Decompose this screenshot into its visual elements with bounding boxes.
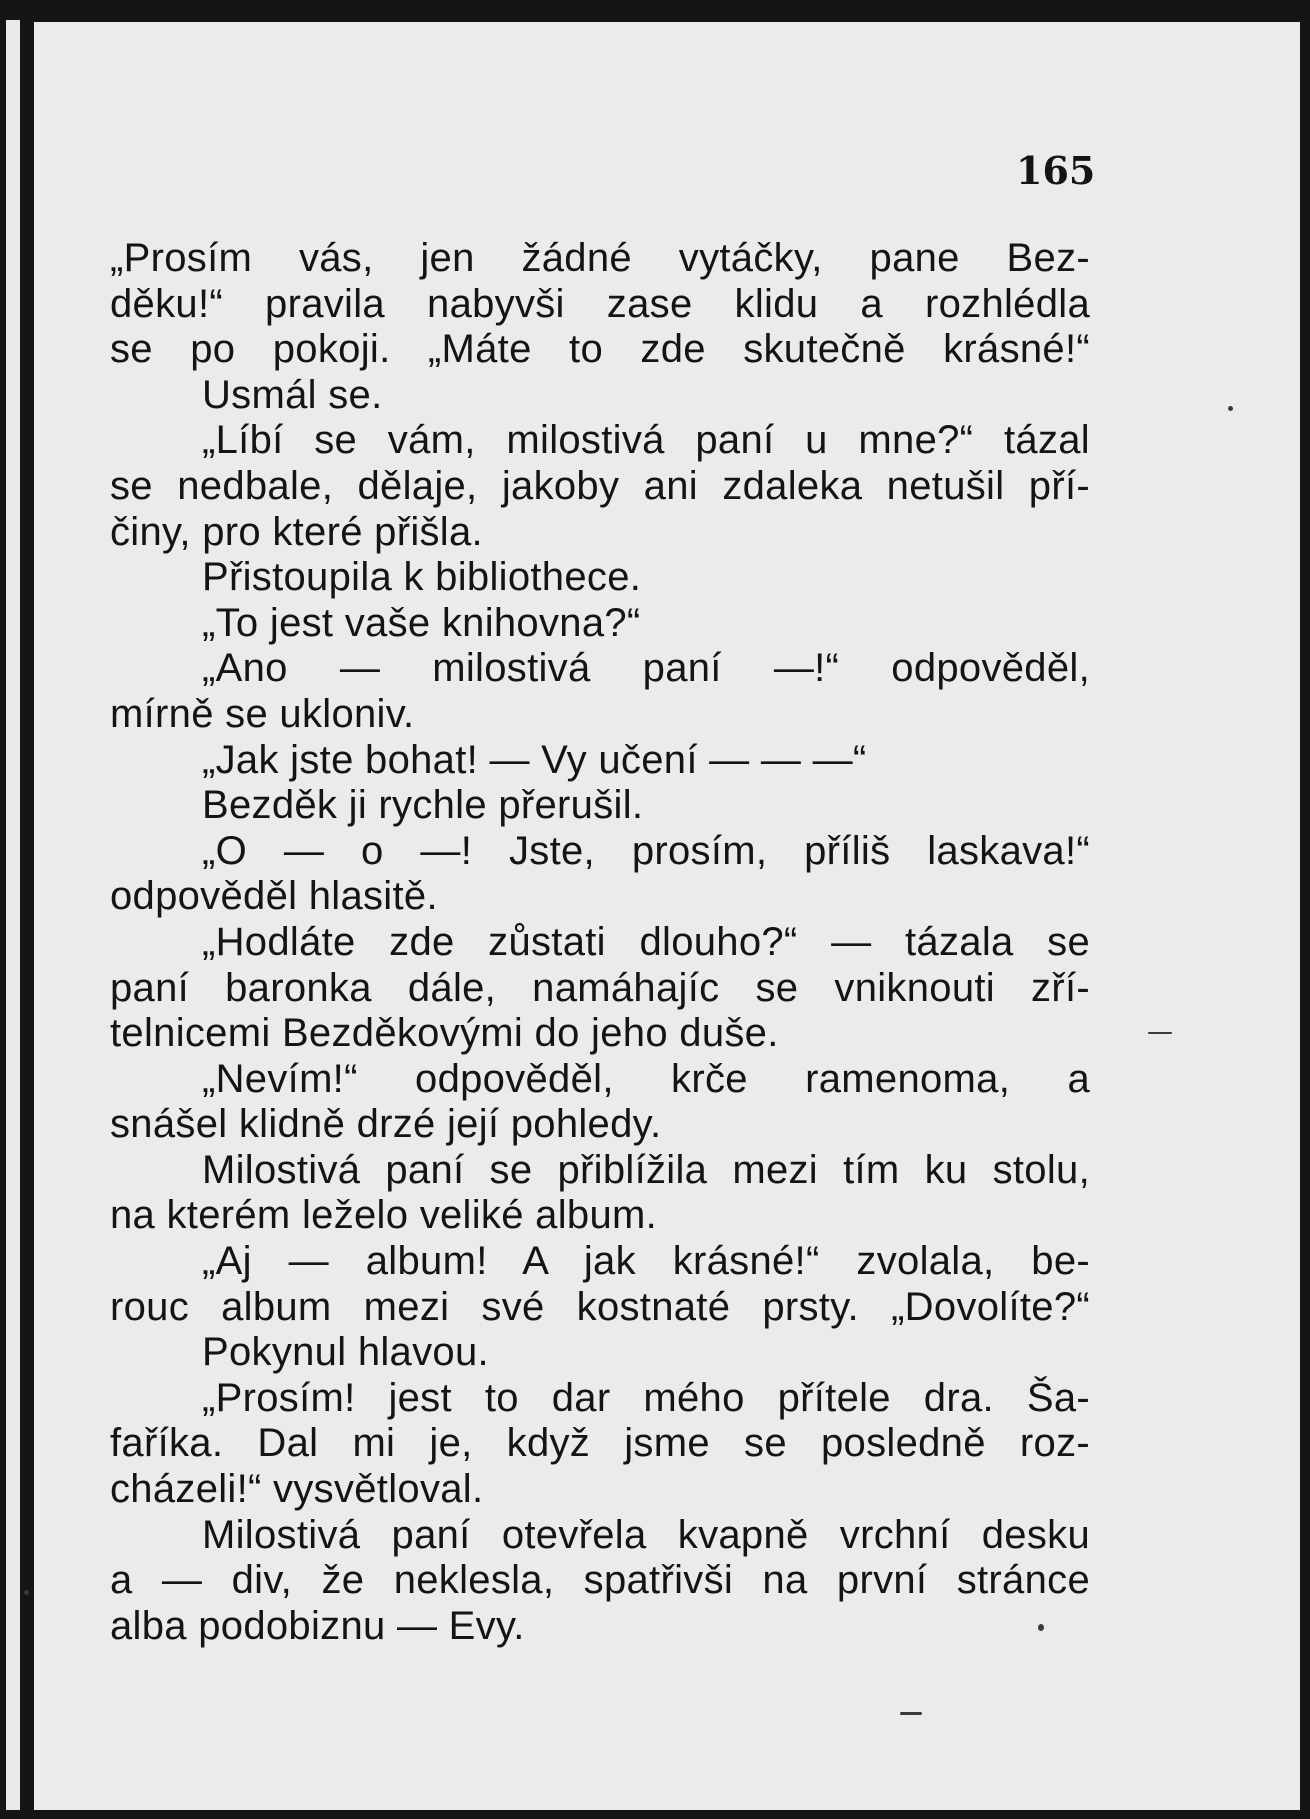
- text-line: Pokynul hlavou.: [202, 1330, 489, 1375]
- text-line: „Prosím! jest to dar mého přítele dra. Ša-: [202, 1375, 1090, 1420]
- text-line: Usmál se.: [202, 372, 383, 417]
- text-line: rouc album mezi své kostnaté prsty. „Dovolíte?“: [110, 1284, 1090, 1329]
- scan-speck: [24, 1590, 29, 1595]
- text-line: odpověděl hlasitě.: [110, 874, 438, 919]
- scan-speck: [1228, 406, 1233, 411]
- text-line: „Ano — milostivá paní —!“ odpověděl,: [202, 646, 1090, 691]
- page-number: 165: [1016, 148, 1096, 193]
- text-line: Přistoupila k bibliothece.: [202, 555, 642, 600]
- text-line: „Jak jste bohat! — Vy učení — — —“: [202, 737, 867, 782]
- text-line: Milostivá paní otevřela kvapně vrchní desku: [202, 1512, 1090, 1557]
- text-line: a — div, že neklesla, spatřivši na první stránce: [110, 1558, 1090, 1603]
- text-line: Milostivá paní se přiblížila mezi tím ku stolu,: [202, 1147, 1090, 1192]
- text-line: „Líbí se vám, milostivá paní u mne?“ tázal: [202, 418, 1090, 463]
- page-text: [110, 236, 1090, 1649]
- text-line: „Aj — album! A jak krásné!“ zvolala, be-: [202, 1239, 1090, 1284]
- scan-speck: [1038, 1624, 1044, 1631]
- text-line: „Prosím vás, jen žádné vytáčky, pane Bez-: [110, 236, 1090, 280]
- text-line: faříka. Dal mi je, když jsme se posledně roz-: [110, 1421, 1090, 1466]
- text-line: „Hodláte zde zůstati dlouho?“ — tázala se: [202, 919, 1090, 964]
- text-line: „O — o —! Jste, prosím, příliš laskava!“: [202, 828, 1090, 873]
- text-line: činy, pro které přišla.: [110, 509, 483, 554]
- text-line: na kterém leželo veliké album.: [110, 1193, 658, 1238]
- text-line: mírně se ukloniv.: [110, 691, 415, 736]
- text-line: snášel klidně drzé její pohledy.: [110, 1102, 662, 1147]
- text-line: se po pokoji. „Máte to zde skutečně krásné!“: [110, 327, 1090, 372]
- text-line: alba podobiznu — Evy.: [110, 1603, 525, 1648]
- text-line: se nedbale, dělaje, jakoby ani zdaleka netušil pří-: [110, 463, 1090, 508]
- scan-speck: [900, 1712, 922, 1715]
- text-line: „To jest vaše knihovna?“: [202, 600, 641, 645]
- text-line: telnicemi Bezděkovými do jeho duše.: [110, 1011, 779, 1056]
- text-line: paní baronka dále, namáhajíc se vniknouti zří-: [110, 965, 1090, 1010]
- facing-page-edge: [6, 20, 20, 1810]
- text-line: „Nevím!“ odpověděl, krče ramenoma, a: [202, 1056, 1090, 1101]
- scan-speck: [1148, 1032, 1172, 1034]
- text-line: děku!“ pravila nabyvši zase klidu a rozhlédla: [110, 281, 1090, 326]
- text-line: Bezděk ji rychle přerušil.: [202, 783, 644, 828]
- text-line: cházeli!“ vysvětloval.: [110, 1467, 484, 1512]
